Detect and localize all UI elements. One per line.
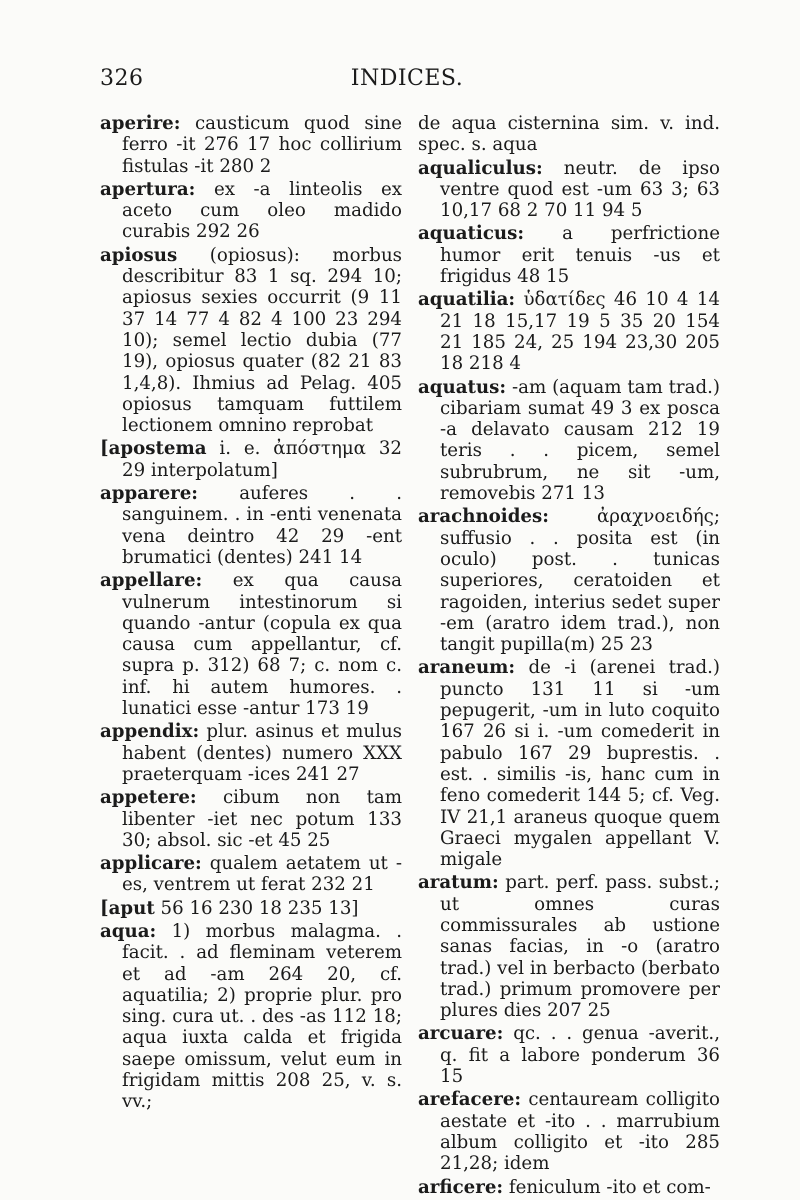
entry-text: -am (aquam tam trad.) cibariam sumat 49 3 ex posca -a delavato causam 212 19 teris . . picem, semel subrubrum, ne sit -um, removebis 271 13 bbox=[440, 376, 720, 505]
index-entry bbox=[100, 721, 402, 785]
entry-text: ex qua causa vulnerum intestinorum si quando -antur (copula ex qua causa cum appellantur, cf. supra p. 312) 68 7; c. nom c. inf. hi autem humores. . lunatici esse -antur 173 19 bbox=[122, 570, 402, 720]
right-column bbox=[418, 113, 720, 1200]
entry-text: de -i (arenei trad.) puncto 131 11 si -um pepugerit, -um in luto coquito 167 26 si i. -um comederit in pabulo 167 29 buprestis. . est. . similis -is, hanc cum in feno comederit 144 5; cf. Veg. IV 21,1 araneus quoque quem Graeci mygalen appellant V. migale bbox=[440, 657, 720, 871]
index-entry bbox=[418, 377, 720, 505]
left-column bbox=[100, 113, 402, 1115]
entry-text: causticum quod sine ferro -it 276 17 hoc collirium fistulas -it 280 2 bbox=[122, 113, 402, 177]
entry-text: (opiosus): morbus describitur 83 1 sq. 294 10; apiosus sexies occurrit (9 11 37 14 77 4 82 4 100 23 294 10); semel lectio dubia (77 19), opiosus quater (82 21 83 1,4,8). Ihmius ad Pelag. 405 opiosus tamquam futtilem lectionem omnino reprobat bbox=[122, 244, 402, 437]
entry-text: 56 16 230 18 235 13] bbox=[154, 897, 359, 919]
headword: aperire: bbox=[100, 113, 181, 134]
index-entry bbox=[418, 158, 720, 222]
index-entry bbox=[100, 853, 402, 896]
entry-text: neutr. de ipso ventre quod est -um 63 3; 63 10,17 68 2 70 11 94 5 bbox=[440, 157, 720, 222]
running-header bbox=[100, 66, 714, 96]
entry-text: ὑδατίδες 46 10 4 14 21 18 15,17 19 5 35 20 154 21 185 24, 25 194 23,30 205 18 218 4 bbox=[440, 289, 720, 375]
entry-text: ἀραχνοειδής; suffusio . . posita est (in oculo) post. . tunicas superiores, ceratoiden et ragoiden, interius sedet super -em (aratro idem trad.), non tangit pupilla(m) 25 23 bbox=[440, 506, 720, 656]
headword: arefacere: bbox=[418, 1089, 522, 1111]
entry-text: part. perf. pass. subst.; ut omnes curas commissurales ab ustione sanas facias, in -o (aratro trad.) vel in berbacto (berbato trad.) primum promovere per plures dies 207 25 bbox=[440, 872, 720, 1022]
headword: aqualiculus: bbox=[418, 157, 543, 179]
index-entry bbox=[418, 657, 720, 870]
index-entry bbox=[100, 179, 402, 243]
index-entry-continuation bbox=[418, 113, 720, 156]
entry-text: a perfrictione humor erit tenuis -us et frigidus 48 15 bbox=[440, 223, 720, 288]
entry-text: plur. asinus et mulus habent (dentes) numero XXX praeterquam -ices 241 27 bbox=[122, 721, 402, 785]
index-entry bbox=[100, 113, 402, 177]
headword: [apostema bbox=[100, 438, 207, 460]
headword: aquaticus: bbox=[418, 223, 525, 245]
headword: arachnoides: bbox=[418, 506, 549, 528]
entry-text: qc. . . genua -averit., q. fit a labore ponderum 36 15 bbox=[440, 1023, 720, 1088]
headword: apertura: bbox=[100, 178, 196, 200]
headword: arcuare: bbox=[418, 1023, 504, 1045]
running-title: INDICES. bbox=[350, 66, 464, 91]
index-entry bbox=[418, 223, 720, 287]
index-entry bbox=[100, 438, 402, 481]
headword: aquatus: bbox=[418, 376, 507, 398]
entry-text: qualem aetatem ut -es, ventrem ut ferat 232 21 bbox=[122, 853, 402, 896]
page-number: 326 bbox=[100, 66, 144, 91]
entry-text: de aqua cisternina sim. v. ind. spec. s. aqua bbox=[418, 113, 720, 156]
index-entry bbox=[100, 787, 402, 851]
entry-text: centauream colligito aestate et -ito . . marrubium album colligito et -ito 285 21,28; idem bbox=[440, 1089, 720, 1175]
headword: appendix: bbox=[100, 721, 200, 743]
headword: [aput bbox=[100, 897, 155, 919]
headword: apparere: bbox=[100, 483, 199, 505]
index-entry bbox=[100, 921, 402, 1113]
entry-text: ex -a linteolis ex aceto cum oleo madido curabis 292 26 bbox=[122, 178, 402, 243]
headword: aratum: bbox=[418, 872, 499, 894]
entry-text: feniculum -ito et com- bbox=[503, 1176, 711, 1198]
index-entry bbox=[418, 1089, 720, 1174]
index-entry bbox=[418, 872, 720, 1021]
index-entry bbox=[100, 483, 402, 568]
index-entry bbox=[418, 506, 720, 655]
entry-text: 1) morbus malagma. . facit. . ad fleminam veterem et ad -am 264 20, cf. aquatilia; 2) proprie plur. pro sing. cura ut. . des -as 112 18; aqua iuxta calda et frigida saepe omissum, velut eum in frigidam mittis 208 25, v. s. vv.; bbox=[122, 920, 402, 1113]
headword: araneum: bbox=[418, 657, 516, 679]
headword: aqua: bbox=[100, 920, 157, 942]
headword: applicare: bbox=[100, 853, 202, 875]
index-entry bbox=[418, 1023, 720, 1087]
headword: apiosus bbox=[100, 244, 178, 266]
entry-text: auferes . . sanguinem. . in -enti venenata vena deintro 42 29 -ent brumatici (dentes) 241 14 bbox=[122, 483, 402, 568]
entry-text: i. e. ἀπόστημα 32 29 interpolatum] bbox=[122, 438, 402, 481]
index-entry bbox=[100, 898, 402, 919]
headword: appellare: bbox=[100, 570, 203, 592]
headword: arficere: bbox=[418, 1176, 504, 1198]
headword: aquatilia: bbox=[418, 289, 516, 311]
index-entry bbox=[418, 289, 720, 374]
index-entry bbox=[418, 1177, 720, 1198]
entry-text: cibum non tam libenter -iet nec potum 133 30; absol. sic -et 45 25 bbox=[122, 787, 402, 851]
index-entry bbox=[100, 570, 402, 719]
index-entry bbox=[100, 245, 402, 437]
headword: appetere: bbox=[100, 787, 197, 809]
